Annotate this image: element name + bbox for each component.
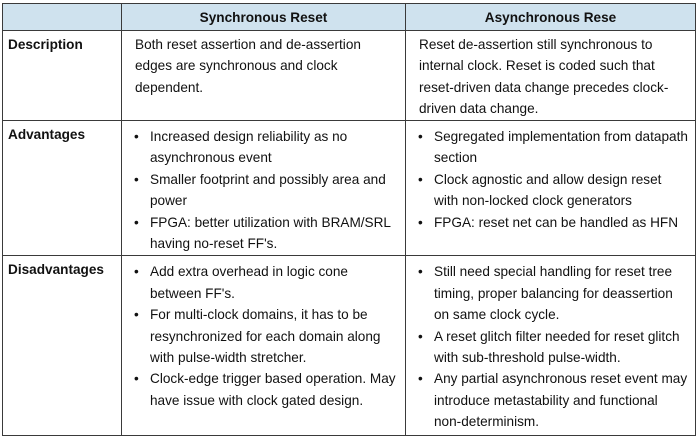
list-item: • FPGA: better utilization with BRAM/SRL having no-reset FF's. — [150, 212, 398, 255]
row-label-disadvantages: Disadvantages — [3, 256, 122, 436]
sync-description-cell: Both reset assertion and de-assertion edges are synchronous and clock dependent. — [122, 31, 406, 121]
list-item: • Increased design reliability as no asynchronous event — [150, 126, 398, 169]
row-disadvantages — [3, 256, 696, 436]
sync-advantages-list — [123, 122, 404, 254]
list-item: • Still need special handling for reset tree timing, proper balancing for deassertion on same clock cycle. — [434, 261, 688, 325]
list-item: • FPGA: reset net can be handled as HFN — [434, 212, 688, 233]
sync-disadvantages-cell — [122, 256, 406, 436]
async-advantages-list — [407, 122, 694, 233]
header-asynchronous-reset: Asynchronous Rese — [406, 4, 696, 31]
header-row — [3, 4, 696, 31]
list-item: • Any partial asynchronous reset event may introduce metastability and functional non-determinism. — [434, 368, 688, 432]
list-item: • Segregated implementation from datapath section — [434, 126, 688, 169]
list-item: • Clock-edge trigger based operation. May have issue with clock gated design. — [150, 368, 398, 411]
row-advantages — [3, 121, 696, 256]
async-description-cell: Reset de-assertion still synchronous to internal clock. Reset is coded such that reset-driven data change precedes clock-driven data change. — [406, 31, 696, 121]
list-item: • A reset glitch filter needed for reset glitch with sub-threshold pulse-width. — [434, 326, 688, 369]
list-item: • Smaller footprint and possibly area and power — [150, 169, 398, 212]
async-disadvantages-list — [407, 257, 694, 432]
header-corner-cell — [3, 4, 122, 31]
sync-disadvantages-list — [123, 257, 404, 411]
async-advantages-cell — [406, 121, 696, 256]
row-label-advantages: Advantages — [3, 121, 122, 256]
comparison-table-wrapper — [2, 3, 695, 436]
async-disadvantages-cell — [406, 256, 696, 436]
reset-comparison-table — [2, 3, 696, 436]
row-description — [3, 31, 696, 121]
header-synchronous-reset: Synchronous Reset — [122, 4, 406, 31]
list-item: • For multi-clock domains, it has to be resynchronized for each domain along with pulse-width stretcher. — [150, 304, 398, 368]
list-item: • Add extra overhead in logic cone between FF's. — [150, 261, 398, 304]
row-label-description: Description — [3, 31, 122, 121]
sync-advantages-cell — [122, 121, 406, 256]
list-item: • Clock agnostic and allow design reset with non-locked clock generators — [434, 169, 688, 212]
